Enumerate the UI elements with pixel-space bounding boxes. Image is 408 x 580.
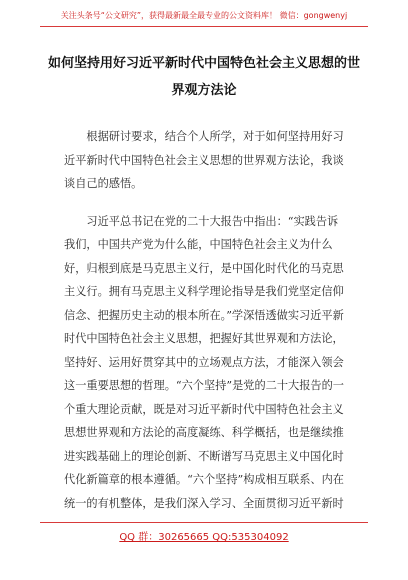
page-header: 关注头条号“公文研究”，获得最新最全最专业的公文资料库！ 微信：gongwenyj	[60, 11, 348, 20]
document-title: 如何坚持用好习近平新时代中国特色社会主义思想的世界观方法论	[47, 56, 360, 98]
header-divider	[40, 26, 368, 27]
paragraph-intro: 根据研讨要求，结合个人所学，对于如何坚持用好习近平新时代中国特色社会主义思想的世界观方法论，我谈谈自己的感悟。	[64, 130, 344, 190]
paragraph-main: 习近平总书记在党的二十大报告中指出：“实践告诉我们，中国共产党为什么能，中国特色社会主义为什么好，归根到底是马克思主义行，是中国化时代化的马克思主义行。拥有马克思主义科学理论指导是我们党坚定信仰信念、把握历史主动的根本所在。”学深悟透做实习近平新时代中国特色社会主义思想，把握好其世界观和方法论，坚持好、运用好贯穿其中的立场观点方法，才能深入领会这一重要思想的哲理。“六个坚持”是党的二十大报告的一个重大理论贡献，既是对习近平新时代中国特色社会主义思想世界观和方法论的高度凝练、科学概括，也是继续推进实践基础上的理论创新、不断谱写马克思主义中国化时代化新篇章的根本遵循。“六个坚持”构成相互联系、内在统一的有机整体，是我们深入学习、全面贯彻习近平新时	[64, 214, 344, 510]
footer-divider	[40, 522, 368, 523]
document-body	[64, 125, 348, 515]
page-footer[interactable]: QQ 群：30265665 QQ:535304092	[119, 532, 289, 543]
